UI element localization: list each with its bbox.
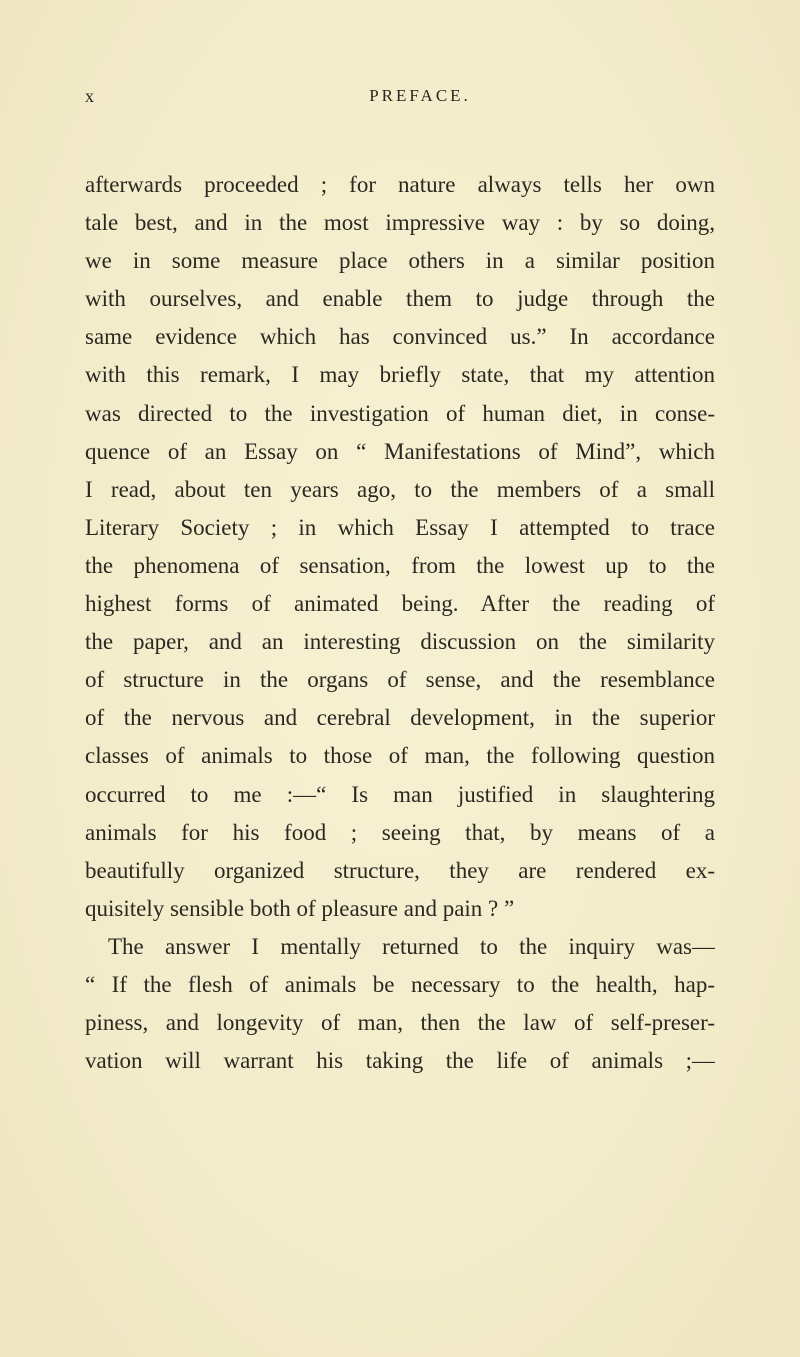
text-line: afterwards proceeded ; for nature always tells her own (85, 172, 715, 197)
text-line: animals for his food ; seeing that, by means of a (85, 819, 715, 845)
running-title: PREFACE. (369, 86, 471, 105)
text-line: beautifully organized structure, they are rendered ex- (85, 857, 715, 883)
text-line: quence of an Essay on “ Manifestations of Mind”, which (85, 438, 715, 464)
text-line: the paper, and an interesting discussion on the similarity (85, 629, 715, 655)
text-line: piness, and longevity of man, then the law of self-preser- (85, 1010, 715, 1036)
text-line: Literary Society ; in which Essay I attempted to trace (85, 514, 715, 540)
text-line: vation will warrant his taking the life of animals ;— (85, 1048, 715, 1074)
text-line: of the nervous and cerebral development, in the superior (85, 705, 715, 731)
text-line: I read, about ten years ago, to the members of a small (85, 476, 715, 502)
text-line: was directed to the investigation of human diet, in conse- (85, 400, 715, 426)
text-line: quisitely sensible both of pleasure and pain ? ” (85, 895, 515, 921)
text-line: The answer I mentally returned to the inquiry was— (108, 933, 715, 959)
body-text (85, 166, 715, 1080)
text-line: of structure in the organs of sense, and the resemblance (85, 667, 715, 693)
running-head (85, 86, 715, 116)
text-line: with this remark, I may briefly state, that my attention (85, 362, 715, 388)
page-number: x (85, 86, 95, 106)
text-line: classes of animals to those of man, the following question (85, 743, 715, 769)
text-line: same evidence which has convinced us.” In accordance (85, 324, 715, 350)
text-line: “ If the flesh of animals be necessary to the health, hap- (85, 971, 715, 997)
text-line: we in some measure place others in a similar position (85, 248, 715, 274)
text-line: occurred to me :—“ Is man justified in slaughtering (85, 781, 715, 807)
text-line: tale best, and in the most impressive way : by so doing, (85, 210, 715, 236)
text-line: with ourselves, and enable them to judge through the (85, 286, 715, 312)
text-line: highest forms of animated being. After the reading of (85, 591, 715, 617)
text-line: the phenomena of sensation, from the lowest up to the (85, 552, 715, 578)
